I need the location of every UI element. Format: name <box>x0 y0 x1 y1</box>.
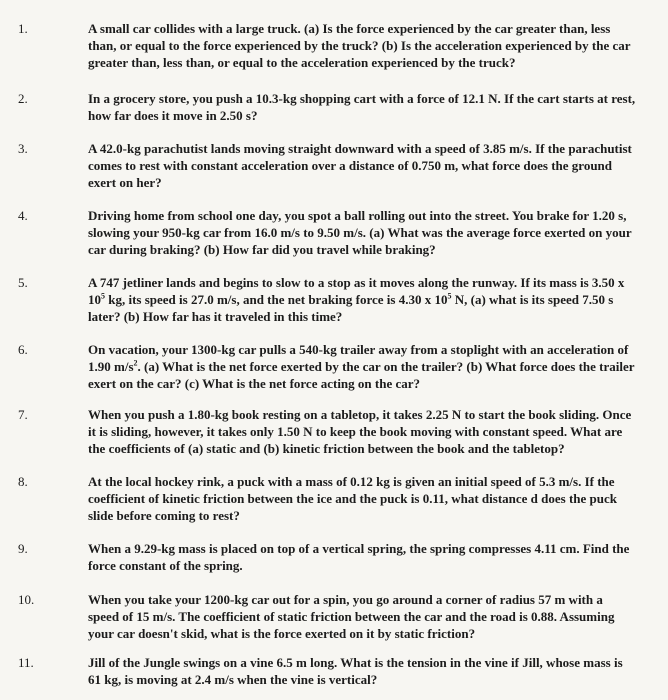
problem-text: Jill of the Jungle swings on a vine 6.5 m long. What is the tension in the vine if Jill, whose mass is 61 kg, is moving at 2.4 m/s when the vine is vertical? <box>88 655 623 687</box>
problem-text-part: N, (a) what is its speed 7.50 s later? (b) How far has it traveled in this time? <box>88 292 614 324</box>
problem-text: When a 9.29-kg mass is placed on top of a vertical spring, the spring compresses 4.11 cm. Find the force constant of the spring. <box>88 541 630 573</box>
problem-text <box>88 274 636 325</box>
problem-text-part: . (a) What is the net force exerted by the car on the trailer? (b) What force does the trailer exert on the car? (c) What is the net force acting on the car? <box>88 359 635 391</box>
problem-number: 1. <box>18 21 28 36</box>
exponent: 2 <box>133 358 138 368</box>
problem-text-part: kg, its speed is 27.0 m/s, and the net braking force is 4.30 x 10 <box>105 292 448 307</box>
problem-text-part: On vacation, your 1300-kg car pulls a 540-kg trailer away from a stoplight with an acceleration of 1.90 m/s <box>88 342 629 374</box>
problem-text: A small car collides with a large truck. (a) Is the force experienced by the car greater than, less than, or equal to the force experienced by the truck? (b) Is the acceleration experienced by the car greater than, less than, or equal to the acceleration experienced by the truck? <box>88 21 631 70</box>
problem-number: 2. <box>18 91 28 106</box>
problem-text <box>88 341 636 392</box>
problem-number: 10. <box>18 592 35 607</box>
problem-number: 9. <box>18 541 28 556</box>
exponent: 5 <box>101 291 105 301</box>
problem-number: 8. <box>18 474 28 489</box>
problem-text-part: A 747 jetliner lands and begins to slow to a stop as it moves along the runway. If its mass is 3.50 x 10 <box>88 275 625 307</box>
problem-text: A 42.0-kg parachutist lands moving straight downward with a speed of 3.85 m/s. If the parachutist comes to rest with constant acceleration over a distance of 0.750 m, what force does the ground exert on her? <box>88 141 632 190</box>
problem-text: When you push a 1.80-kg book resting on a tabletop, it takes 2.25 N to start the book sliding. Once it is sliding, however, it takes only 1.50 N to keep the book moving with constant speed. What are the coefficients of (a) static and (b) kinetic friction between the book and the tabletop? <box>88 407 632 456</box>
problem-number: 11. <box>18 655 34 670</box>
problem-text: At the local hockey rink, a puck with a mass of 0.12 kg is given an initial speed of 5.3 m/s. If the coefficient of kinetic friction between the ice and the puck is 0.11, what distance d does the puck slide before coming to rest? <box>88 474 618 523</box>
problem-text: When you take your 1200-kg car out for a spin, you go around a corner of radius 57 m with a speed of 15 m/s. The coefficient of static friction between the car and the road is 0.88. Assuming your car doesn't skid, what is the force exerted on it by static friction? <box>88 592 615 641</box>
problem-text: In a grocery store, you push a 10.3-kg shopping cart with a force of 12.1 N. If the cart starts at rest, how far does it move in 2.50 s? <box>88 91 636 123</box>
problem-number: 4. <box>18 208 28 223</box>
problem-number: 3. <box>18 141 28 156</box>
problem-number: 6. <box>18 342 28 357</box>
problem-number: 7. <box>18 407 28 422</box>
problem-text: Driving home from school one day, you spot a ball rolling out into the street. You brake for 1.20 s, slowing your 950-kg car from 16.0 m/s to 9.50 m/s. (a) What was the average force exerted on your car during braking? (b) How far did you travel while braking? <box>88 208 632 257</box>
exponent: 5 <box>447 291 452 301</box>
problem-number: 5. <box>18 275 28 290</box>
